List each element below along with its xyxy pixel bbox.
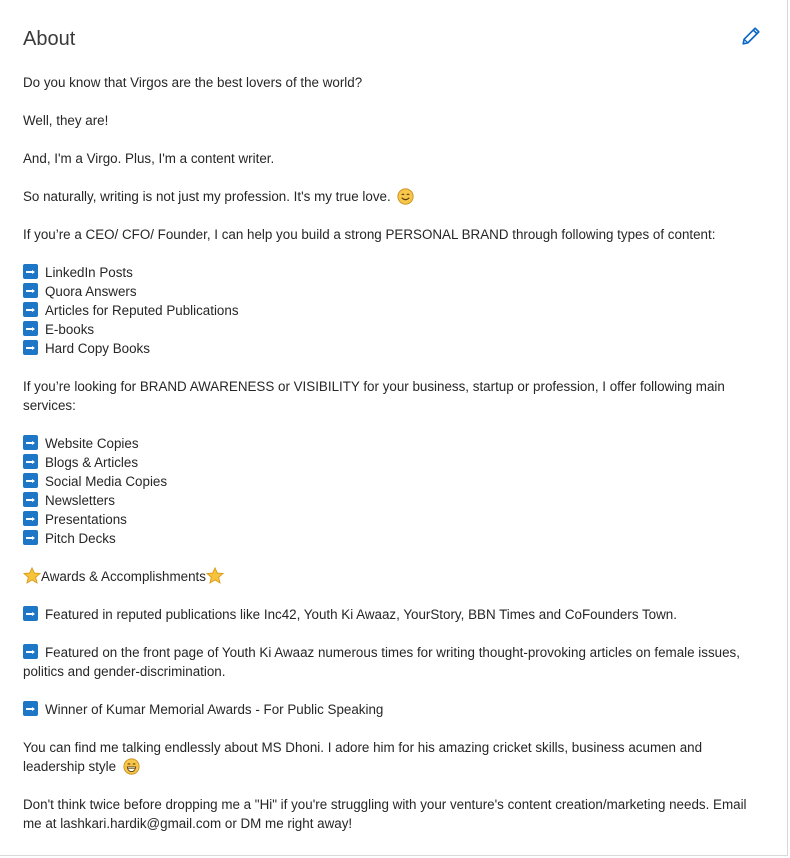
edit-about-button[interactable] xyxy=(739,24,763,48)
right-arrow-icon xyxy=(23,435,38,450)
about-text xyxy=(23,73,758,852)
right-arrow-icon xyxy=(23,511,38,526)
list-item: Blogs & Articles xyxy=(23,453,758,472)
list-item: Pitch Decks xyxy=(23,529,758,548)
awards-heading: Awards & Accomplishments xyxy=(23,567,758,586)
about-paragraph: If you’re looking for BRAND AWARENESS or VISIBILITY for your business, startup or profession, I offer following main services: xyxy=(23,379,725,413)
about-paragraph xyxy=(23,738,758,776)
list-item: Social Media Copies xyxy=(23,472,758,491)
accomplishment-item: Featured on the front page of Youth Ki Awaaz numerous times for writing thought-provoking articles on female issues, politics and gender-discrimination. xyxy=(23,645,740,679)
about-paragraph: Well, they are! xyxy=(23,113,109,128)
list-item: LinkedIn Posts xyxy=(23,263,758,282)
about-paragraph xyxy=(23,187,758,206)
right-arrow-icon xyxy=(23,321,38,336)
pencil-icon xyxy=(740,25,762,47)
right-arrow-icon xyxy=(23,473,38,488)
list-item: Articles for Reputed Publications xyxy=(23,301,758,320)
about-paragraph-text: You can find me talking endlessly about MS Dhoni. I adore him for his amazing cricket skills, business acumen and leadership style xyxy=(23,740,703,774)
about-paragraph: Do you know that Virgos are the best lovers of the world? xyxy=(23,75,363,90)
about-paragraph: And, I'm a Virgo. Plus, I'm a content writer. xyxy=(23,151,275,166)
about-header xyxy=(23,26,767,56)
smiling-face-emoji-icon xyxy=(397,188,414,205)
star-icon xyxy=(206,567,224,584)
list-item: Hard Copy Books xyxy=(23,339,758,358)
services-list xyxy=(23,434,758,548)
right-arrow-icon xyxy=(23,283,38,298)
right-arrow-icon xyxy=(23,454,38,469)
right-arrow-icon xyxy=(23,606,38,621)
right-arrow-icon xyxy=(23,530,38,545)
star-icon xyxy=(23,567,41,584)
accomplishment-item: Winner of Kumar Memorial Awards - For Public Speaking xyxy=(23,700,758,719)
grinning-face-emoji-icon xyxy=(123,758,140,775)
right-arrow-icon xyxy=(23,302,38,317)
about-paragraph: Don't think twice before dropping me a "Hi" if you're struggling with your venture's content creation/marketing needs. Email me at lashkari.hardik@gmail.com or DM me right away! xyxy=(23,797,747,831)
list-item: Presentations xyxy=(23,510,758,529)
list-item: Website Copies xyxy=(23,434,758,453)
content-types-list xyxy=(23,263,758,358)
section-title: About xyxy=(23,28,76,50)
accomplishment-item: Featured in reputed publications like Inc42, Youth Ki Awaaz, YourStory, BBN Times and CoFounders Town. xyxy=(23,605,758,624)
right-arrow-icon xyxy=(23,492,38,507)
list-item: Newsletters xyxy=(23,491,758,510)
right-arrow-icon xyxy=(23,701,38,716)
about-paragraph-text: So naturally, writing is not just my profession. It's my true love. xyxy=(23,189,391,204)
right-arrow-icon xyxy=(23,264,38,279)
right-arrow-icon xyxy=(23,340,38,355)
about-paragraph: If you’re a CEO/ CFO/ Founder, I can help you build a strong PERSONAL BRAND through following types of content: xyxy=(23,227,716,242)
right-arrow-icon xyxy=(23,644,38,659)
list-item: E-books xyxy=(23,320,758,339)
list-item: Quora Answers xyxy=(23,282,758,301)
